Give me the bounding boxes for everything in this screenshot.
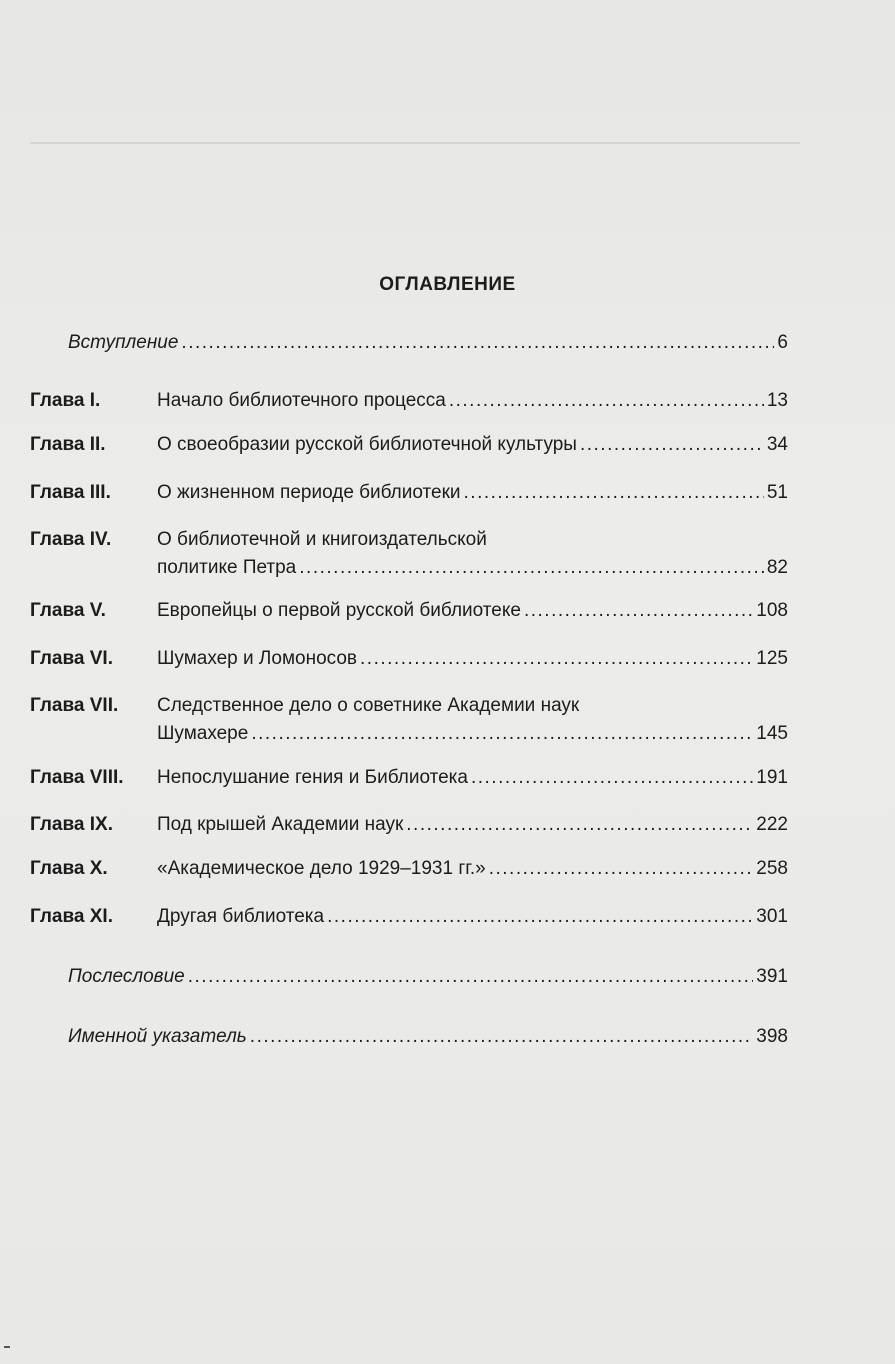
toc-entry-title: Вступление <box>68 332 179 353</box>
dot-leader <box>181 330 774 355</box>
toc-entry-title-line-2: Шумахере <box>157 723 249 744</box>
toc-entry-title: «Академическое дело 1929–1931 гг.» <box>157 858 486 879</box>
toc-chapter-number: Глава IX. <box>30 814 113 835</box>
show-through-texture <box>30 168 830 258</box>
toc-entry-title: О своеобразии русской библиотечной культуры <box>157 434 577 455</box>
toc-entry-title: Под крышей Академии наук <box>157 814 404 835</box>
dot-leader <box>188 964 754 989</box>
scan-edge-mark <box>4 1346 10 1348</box>
toc-entry-title: Шумахер и Ломоносов <box>157 648 358 669</box>
toc-entry-page: 398 <box>756 1026 788 1047</box>
toc-chapter-number: Глава I. <box>30 390 101 411</box>
toc-entry-page: 145 <box>756 723 788 744</box>
toc-entry-title: О жизненном периоде библиотеки <box>157 482 461 503</box>
toc-entry-page: 391 <box>756 966 788 987</box>
toc-entry-page: 51 <box>766 482 788 503</box>
toc-entry-title: Европейцы о первой русской библиотеке <box>157 600 521 621</box>
toc-entry-page: 125 <box>756 648 788 669</box>
toc-entry-page: 301 <box>756 906 788 927</box>
show-through-header <box>30 118 800 144</box>
toc-entry-page: 13 <box>766 390 788 411</box>
toc-entry-page: 108 <box>756 600 788 621</box>
dot-leader <box>406 812 753 837</box>
dot-leader <box>299 555 764 580</box>
toc-entry-page: 34 <box>766 434 788 455</box>
dot-leader <box>251 721 753 746</box>
dot-leader <box>327 904 753 929</box>
toc-entry-page: 6 <box>777 332 788 353</box>
dot-leader <box>250 1024 754 1049</box>
dot-leader <box>489 856 754 881</box>
toc-entry-title: Непослушание гения и Библиотека <box>157 767 468 788</box>
toc-chapter-number: Глава VI. <box>30 648 113 669</box>
toc-chapter-number: Глава VIII. <box>30 767 124 788</box>
dot-leader <box>360 646 753 671</box>
toc-chapter-number: Глава X. <box>30 858 108 879</box>
toc-entry-title: Послесловие <box>68 966 185 987</box>
dot-leader <box>580 432 764 457</box>
dot-leader <box>449 388 764 413</box>
toc-chapter-number: Глава IV. <box>30 529 112 550</box>
toc-entry-title-line-1: О библиотечной и книгоиздательской <box>157 529 487 550</box>
toc-entry-page: 222 <box>756 814 788 835</box>
toc-entry-page: 191 <box>756 767 788 788</box>
toc-chapter-number: Глава II. <box>30 434 106 455</box>
toc-entry-page: 82 <box>766 557 788 578</box>
toc-entry-title: Другая библиотека <box>157 906 325 927</box>
dot-leader <box>471 765 753 790</box>
toc-chapter-number: Глава V. <box>30 600 106 621</box>
toc-entry-title: Начало библиотечного процесса <box>157 390 446 411</box>
dot-leader <box>524 598 753 623</box>
toc-chapter-number: Глава XI. <box>30 906 113 927</box>
toc-entry-title-line-1: Следственное дело о советнике Академии наук <box>157 695 580 716</box>
toc-entry-title: Именной указатель <box>68 1026 247 1047</box>
toc-chapter-number: Глава VII. <box>30 695 119 716</box>
toc-entry-title-line-2: политике Петра <box>157 557 297 578</box>
dot-leader <box>464 480 764 505</box>
page-title: ОГЛАВЛЕНИЕ <box>379 274 516 295</box>
toc-entry-page: 258 <box>756 858 788 879</box>
toc-chapter-number: Глава III. <box>30 482 111 503</box>
